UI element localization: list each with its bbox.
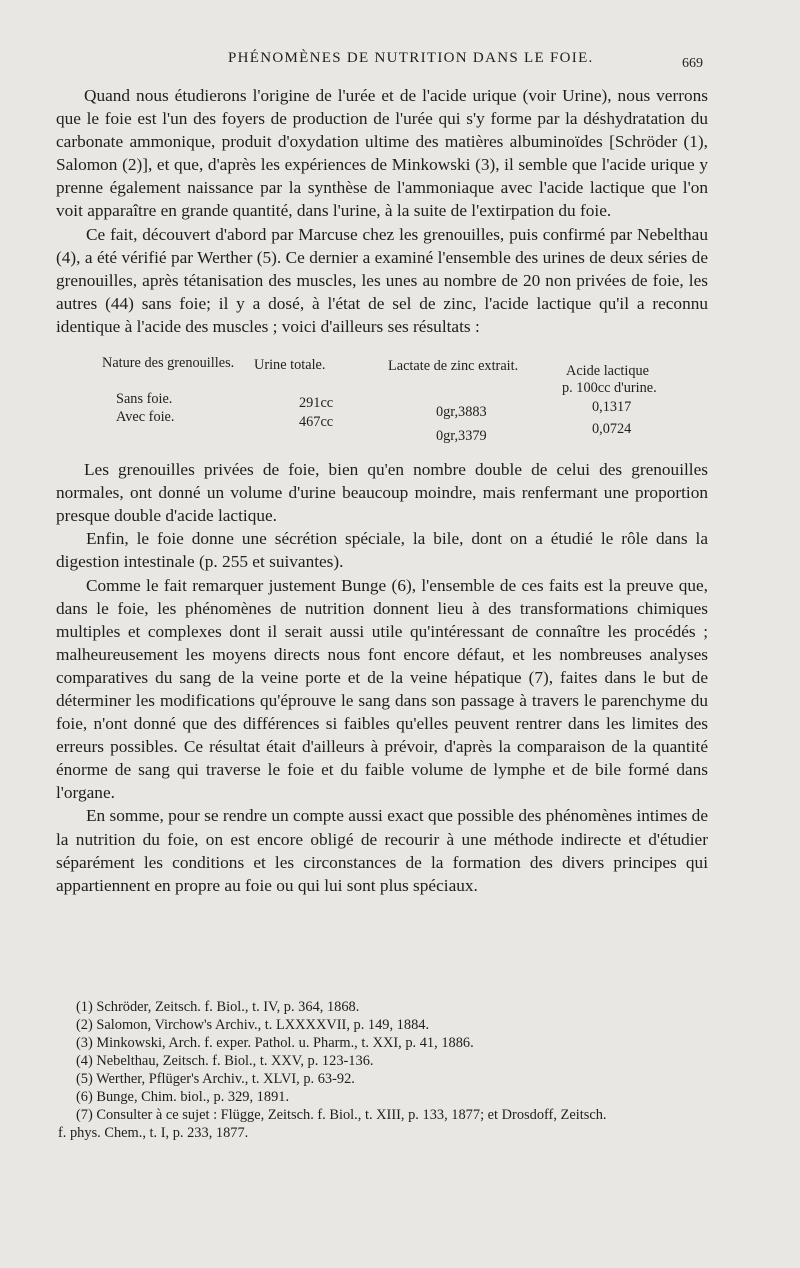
table-cell: 467cc <box>299 414 334 431</box>
table-header-urine: Urine totale. <box>254 357 326 374</box>
footnote: (2) Salomon, Virchow's Archiv., t. LXXXXVII, p. 149, 1884. <box>76 1017 430 1033</box>
results-table <box>56 352 708 448</box>
table-cell: Avec foie. <box>116 409 175 426</box>
page-number: 669 <box>682 56 703 71</box>
table-header-nature: Nature des grenouilles. <box>102 355 235 372</box>
paragraph-en-somme: En somme, pour se rendre un compte aussi exact que possible des phénomènes intimes de la nutrition du foie, on est encore obligé de recourir à une méthode indirecte et d'étudier séparément les conditions et les circonstances de la formation des divers principes qui appartiennent en propre au foie ou qui lui sont plus spéciaux. <box>56 806 708 895</box>
footnote: (7) Consulter à ce sujet : Flügge, Zeitsch. f. Biol., t. XIII, p. 133, 1877; et Drosdoff, Zeitsch. <box>76 1107 607 1123</box>
paragraph-marcuse: Ce fait, découvert d'abord par Marcuse chez les grenouilles, puis confirmé par Nebelthau (4), a été vérifié par Werther (5). Ce dernier a examiné l'ensemble des urines de deux séries de grenouilles, après tétanisation des muscles, les unes au nombre de 20 non privées de foie, les autres (44) sans foie; il y a dosé, à l'état de sel de zinc, l'acide lactique qu'il a reconnu identique à l'acide des muscles ; voici d'ailleurs ses résultats : <box>56 224 708 336</box>
paragraph-bunge: Comme le fait remarquer justement Bunge (6), l'ensemble de ces faits est la preuve que, dans le foie, les phénomènes de nutrition donnent lieu à des transformations chimiques multiples et complexes dont il serait aussi utile qu'intéressant de connaître les procédés ; malheureusement les moyens directs nous font encore défaut, et les nombreuses analyses comparatives du sang de la veine porte et de la veine hépatique (7), faites dans le but de déterminer les modifications qu'éprouve le sang dans son passage à travers le parenchyme du foie, n'ont donné que des différences si faibles qu'elles peuvent rentrer dans les limites des erreurs possibles. Ce résultat était d'ailleurs à prévoir, d'après la comparaison de la quantité énorme de sang qui traverse le foie et du faible volume de lymphe et de bile formé dans l'organe. <box>56 575 708 803</box>
paragraph-grenouilles: Les grenouilles privées de foie, bien qu'en nombre double de celui des grenouilles normales, ont donné un volume d'urine beaucoup moindre, mais renfermant une proportion presque double d'acide lactique. <box>56 460 708 526</box>
paragraph-uree: Quand nous étudierons l'origine de l'urée et de l'acide urique (voir Urine), nous verrons que le foie est l'un des foyers de production de l'urée qui s'y forme par la déshydratation du carbonate ammonique, produit d'oxydation ultime des matières albuminoïdes [Schröder (1), Salomon (2)], et que, d'après les expériences de Minkowski (3), il semble que l'acide urique y prenne également naissance par la synthèse de l'ammoniaque avec l'acide lactique que l'on voit apparaître en grande quantité, dans l'urine, à la suite de l'extirpation du foie. <box>56 86 708 221</box>
running-title: PHÉNOMÈNES DE NUTRITION DANS LE FOIE. <box>228 50 594 66</box>
footnote: (4) Nebelthau, Zeitsch. f. Biol., t. XXV, p. 123-136. <box>76 1053 374 1069</box>
footnote: (5) Werther, Pflüger's Archiv., t. XLVI, p. 63-92. <box>76 1071 355 1087</box>
footnote-continuation: f. phys. Chem., t. I, p. 233, 1877. <box>58 1125 249 1141</box>
table-header-acide: Acide lactique <box>566 363 649 380</box>
running-head <box>0 50 800 72</box>
table-cell: 0,0724 <box>592 421 632 438</box>
table-cell: 0,1317 <box>592 399 632 416</box>
table-cell: Sans foie. <box>116 391 173 408</box>
table-cell: 0gr,3379 <box>436 428 487 445</box>
footnote: (6) Bunge, Chim. biol., p. 329, 1891. <box>76 1089 290 1105</box>
table-header-acide-unit: p. 100cc d'urine. <box>562 380 657 397</box>
paragraph-bile: Enfin, le foie donne une sécrétion spéciale, la bile, dont on a étudié le rôle dans la digestion intestinale (p. 255 et suivantes). <box>56 529 708 572</box>
table-cell: 0gr,3883 <box>436 404 487 421</box>
body-text <box>56 84 708 897</box>
footnotes <box>58 998 716 1142</box>
table-cell: 291cc <box>299 395 334 412</box>
footnote: (3) Minkowski, Arch. f. exper. Pathol. u. Pharm., t. XXI, p. 41, 1886. <box>76 1035 474 1051</box>
table-header-lactate: Lactate de zinc extrait. <box>388 358 519 375</box>
footnote: (1) Schröder, Zeitsch. f. Biol., t. IV, p. 364, 1868. <box>76 999 360 1015</box>
